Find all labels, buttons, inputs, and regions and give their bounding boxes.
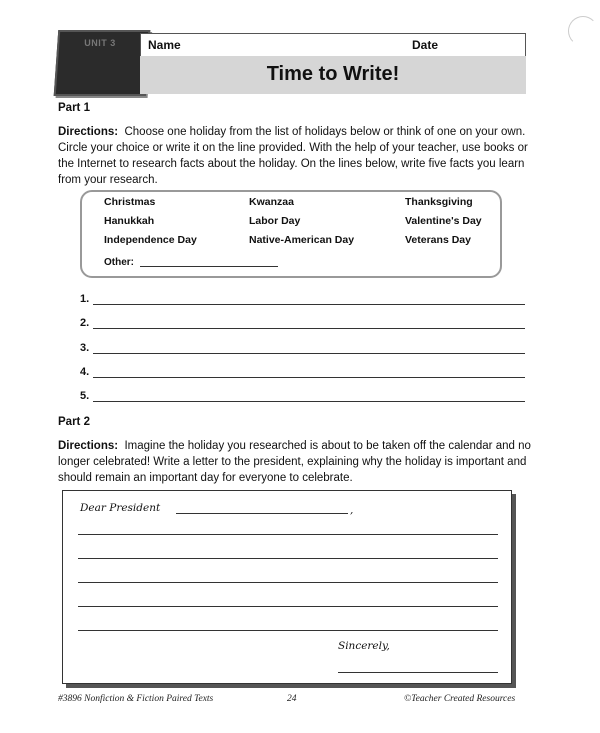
fact-line[interactable] — [93, 367, 525, 378]
fact-number: 4. — [80, 366, 90, 378]
fact-number: 2. — [80, 317, 90, 329]
part2-directions-label: Directions: — [58, 440, 119, 452]
letter-line[interactable] — [78, 596, 498, 607]
footer-page-number: 24 — [287, 694, 297, 704]
other-input-line[interactable] — [140, 266, 278, 267]
part1-directions — [58, 124, 533, 188]
part2-directions-text: Imagine the holiday you researched is about to be taken off the calendar and no longer celebrated! Write a letter to the president, explaining why the holiday is important and should remain an important day for everyone to celebrate. — [58, 440, 531, 484]
greeting-comma: , — [350, 504, 354, 516]
fact-line[interactable] — [93, 343, 525, 354]
fact-line[interactable] — [93, 294, 525, 305]
part2-directions — [58, 438, 533, 486]
letter-closing: Sincerely, — [338, 640, 390, 652]
other-label: Other: — [104, 257, 134, 268]
letter-line[interactable] — [78, 620, 498, 631]
date-label: Date — [412, 38, 439, 52]
letter-box — [62, 490, 512, 684]
letter-line[interactable] — [78, 524, 498, 535]
name-date-bar — [140, 33, 526, 57]
part1-directions-text: Choose one holiday from the list of holidays below or think of one on your own. Circle your choice or write it on the line provided. With the help of your teacher, use books or the Internet to research facts about the holiday. On the lines below, write five facts you learn from your research. — [58, 126, 528, 186]
holiday-item[interactable]: Native-American Day — [249, 234, 355, 246]
holiday-item[interactable]: Labor Day — [249, 215, 301, 227]
holiday-item[interactable]: Thanksgiving — [405, 196, 473, 208]
signature-line[interactable] — [338, 662, 498, 673]
page-title: Time to Write! — [266, 63, 400, 85]
fact-line[interactable] — [93, 318, 525, 329]
part1-heading: Part 1 — [58, 102, 90, 114]
letter-line[interactable] — [78, 548, 498, 559]
footer-copyright: ©Teacher Created Resources — [404, 694, 516, 704]
unit-label: UNIT 3 — [84, 38, 116, 48]
holiday-item[interactable]: Independence Day — [104, 234, 197, 246]
fact-number: 5. — [80, 390, 90, 402]
greeting-name-line[interactable] — [176, 503, 348, 514]
name-label: Name — [148, 38, 181, 52]
holiday-item[interactable]: Kwanzaa — [249, 196, 294, 208]
holiday-item[interactable]: Christmas — [104, 196, 156, 208]
part1-directions-label: Directions: — [58, 126, 119, 138]
letter-line[interactable] — [78, 572, 498, 583]
fact-number: 3. — [80, 342, 90, 354]
part2-heading: Part 2 — [58, 416, 90, 428]
page-corner-mark — [568, 16, 598, 46]
holiday-item[interactable]: Veterans Day — [405, 234, 471, 246]
holiday-item[interactable]: Hanukkah — [104, 215, 155, 227]
fact-number: 1. — [80, 293, 90, 305]
footer-book-title: #3896 Nonfiction & Fiction Paired Texts — [58, 694, 214, 704]
letter-greeting: Dear President — [80, 502, 161, 514]
fact-line[interactable] — [93, 391, 525, 402]
holiday-item[interactable]: Valentine's Day — [405, 215, 482, 227]
